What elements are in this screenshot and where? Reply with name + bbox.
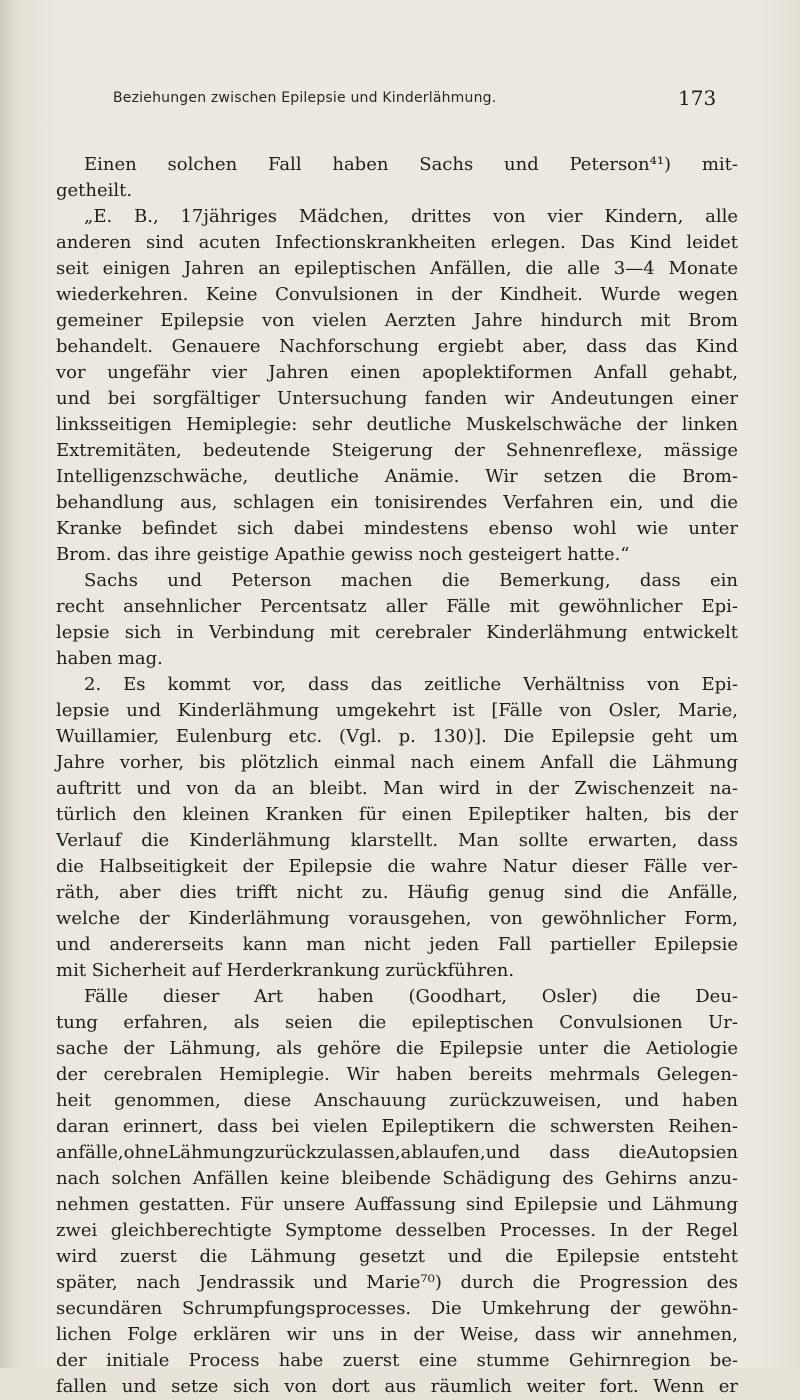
text-line: türlich den kleinen Kranken für einen Epileptiker halten, bis der: [56, 804, 738, 825]
text-line: nach solchen Anfällen keine bleibende Schädigung des Gehirns anzu-: [56, 1168, 738, 1189]
text-line: wiederkehren. Keine Convulsionen in der Kindheit. Wurde wegen: [56, 284, 738, 305]
text-line: welche der Kinderlähmung vorausgehen, von gewöhnlicher Form,: [56, 908, 738, 929]
text-line: sache der Lähmung, als gehöre die Epilepsie unter die Aetiologie: [56, 1038, 738, 1059]
text-line: Kranke befindet sich dabei mindestens ebenso wohl wie unter: [56, 518, 738, 539]
text-line: mit Sicherheit auf Herderkrankung zurückführen.: [56, 960, 515, 981]
body-text: [56, 152, 738, 1400]
text-line: lepsie und Kinderlähmung umgekehrt ist [Fälle von Osler, Marie,: [56, 700, 738, 721]
text-line: secundären Schrumpfungsprocesses. Die Umkehrung der gewöhn-: [56, 1298, 738, 1319]
text-line: lepsie sich in Verbindung mit cerebraler Kinderlähmung entwickelt: [56, 622, 738, 643]
text-line: lichen Folge erklären wir uns in der Weise, dass wir annehmen,: [56, 1324, 738, 1345]
text-line: anderen sind acuten Infectionskrankheiten erlegen. Das Kind leidet: [56, 232, 738, 253]
text-line: die Halbseitigkeit der Epilepsie die wahre Natur dieser Fälle ver-: [56, 856, 738, 877]
page-header: [60, 86, 760, 116]
text-line: räth, aber dies trifft nicht zu. Häufig genug sind die Anfälle,: [56, 882, 738, 903]
text-line: der initiale Process habe zuerst eine stumme Gehirnregion be-: [56, 1350, 738, 1371]
text-line: Extremitäten, bedeutende Steigerung der Sehnenreflexe, mässige: [56, 440, 738, 461]
text-line: nehmen gestatten. Für unsere Auffassung sind Epilepsie und Lähmung: [56, 1194, 738, 1215]
text-line: auftritt und von da an bleibt. Man wird in der Zwischenzeit na-: [56, 778, 738, 799]
text-line: und andererseits kann man nicht jeden Fall partieller Epilepsie: [56, 934, 738, 955]
running-title: Beziehungen zwischen Epilepsie und Kinderlähmung.: [113, 90, 497, 106]
text-line: behandelt. Genauere Nachforschung ergiebt aber, dass das Kind: [56, 336, 738, 357]
text-line: Wuillamier, Eulenburg etc. (Vgl. p. 130)]. Die Epilepsie geht um: [56, 726, 738, 747]
page-number: 173: [678, 86, 717, 110]
text-line: fallen und setze sich von dort aus räumlich weiter fort. Wenn er: [56, 1376, 738, 1397]
text-line: Sachs und Peterson machen die Bemerkung, dass ein: [84, 570, 738, 591]
text-line: heit genommen, diese Anschauung zurückzuweisen, und haben: [56, 1090, 738, 1111]
text-line: recht ansehnlicher Percentsatz aller Fälle mit gewöhnlicher Epi-: [56, 596, 738, 617]
text-line: haben mag.: [56, 648, 163, 669]
text-line: 2. Es kommt vor, dass das zeitliche Verhältniss von Epi-: [84, 674, 738, 695]
text-line: zwei gleichberechtigte Symptome desselben Processes. In der Regel: [56, 1220, 738, 1241]
text-line: „E. B., 17jähriges Mädchen, drittes von vier Kindern, alle: [84, 206, 738, 227]
text-line: Fälle dieser Art haben (Goodhart, Osler) die Deu-: [84, 986, 738, 1007]
text-line: seit einigen Jahren an epileptischen Anfällen, die alle 3—4 Monate: [56, 258, 738, 279]
text-line: daran erinnert, dass bei vielen Epileptikern die schwersten Reihen-: [56, 1116, 738, 1137]
text-line: wird zuerst die Lähmung gesetzt und die Epilepsie entsteht: [56, 1246, 738, 1267]
text-line: Intelligenzschwäche, deutliche Anämie. Wir setzen die Brom-: [56, 466, 738, 487]
text-line: vor ungefähr vier Jahren einen apoplektiformen Anfall gehabt,: [56, 362, 738, 383]
text-line: getheilt.: [56, 180, 133, 201]
text-line: tung erfahren, als seien die epileptischen Convulsionen Ur-: [56, 1012, 738, 1033]
text-line: Einen solchen Fall haben Sachs und Peterson⁴¹) mit-: [84, 154, 738, 175]
text-line: gemeiner Epilepsie von vielen Aerzten Jahre hindurch mit Brom: [56, 310, 738, 331]
text-line: später, nach Jendrassik und Marie⁷⁰) durch die Progression des: [56, 1272, 738, 1293]
text-line: anfälle,ohneLähmungzurückzulassen,ablaufen,und dass dieAutopsien: [56, 1142, 738, 1163]
text-line: Jahre vorher, bis plötzlich einmal nach einem Anfall die Lähmung: [56, 752, 738, 773]
text-line: linksseitigen Hemiplegie: sehr deutliche Muskelschwäche der linken: [56, 414, 738, 435]
text-line: und bei sorgfältiger Untersuchung fanden wir Andeutungen einer: [56, 388, 738, 409]
text-line: Brom. das ihre geistige Apathie gewiss noch gesteigert hatte.“: [56, 544, 630, 565]
text-line: Verlauf die Kinderlähmung klarstellt. Man sollte erwarten, dass: [56, 830, 738, 851]
text-line: der cerebralen Hemiplegie. Wir haben bereits mehrmals Gelegen-: [56, 1064, 738, 1085]
text-line: behandlung aus, schlagen ein tonisirendes Verfahren ein, und die: [56, 492, 738, 513]
